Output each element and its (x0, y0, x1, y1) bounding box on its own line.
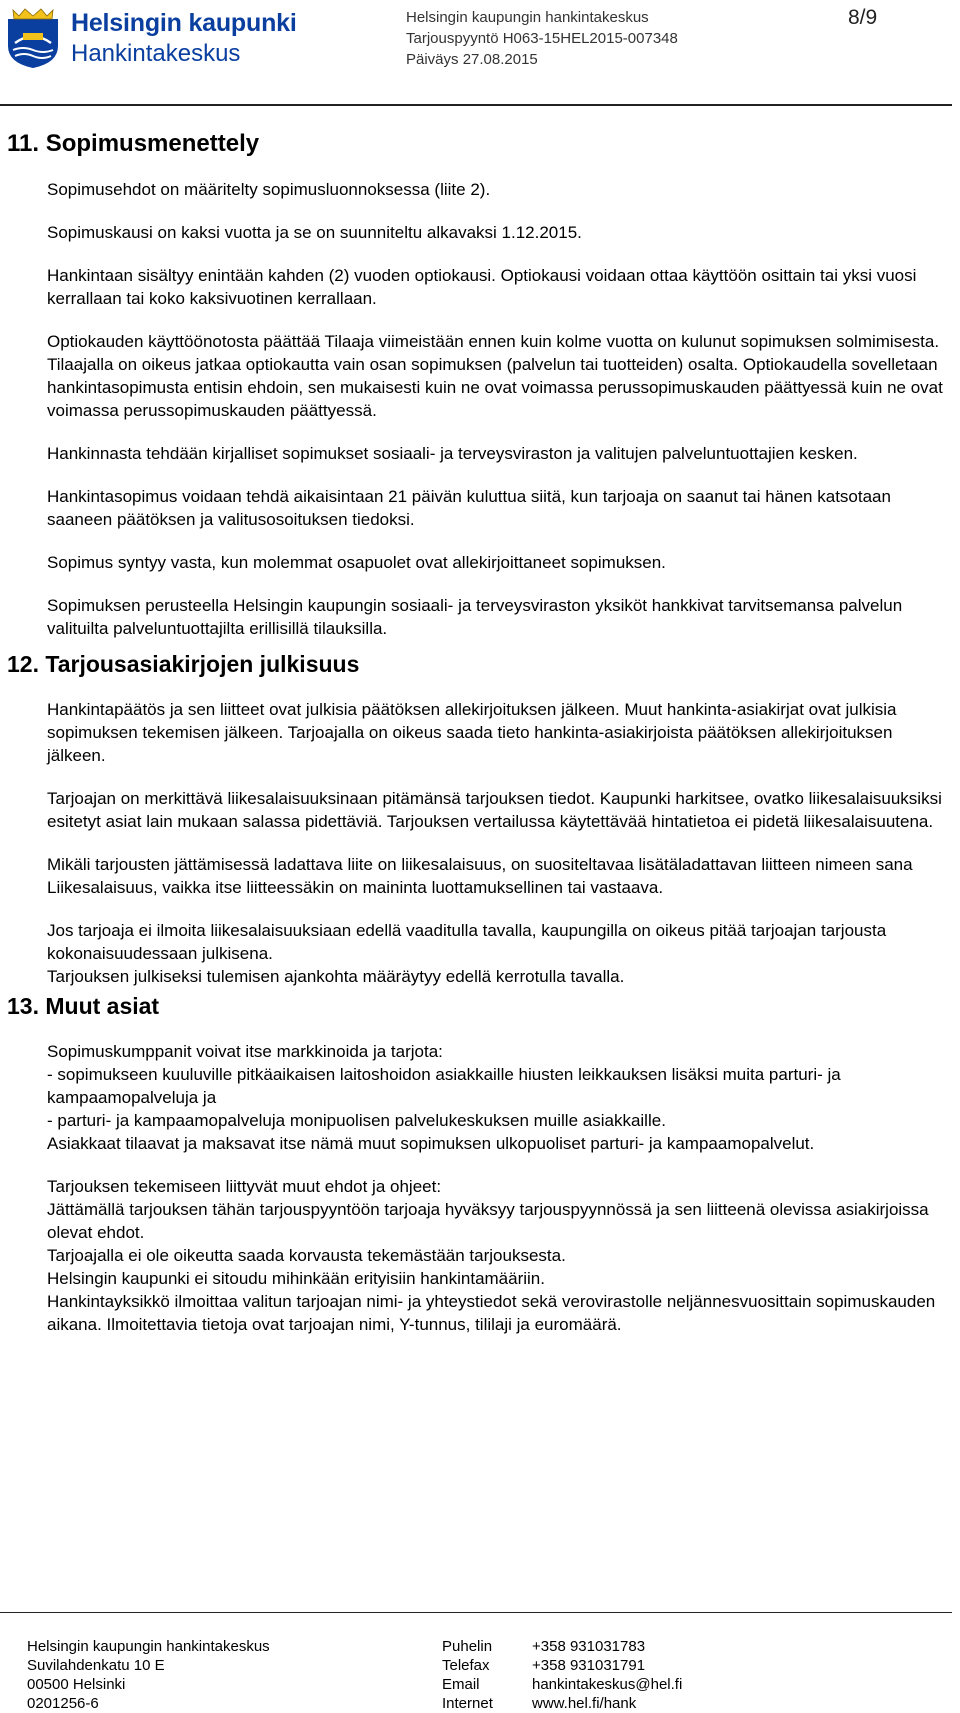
paragraph: Sopimusehdot on määritelty sopimusluonnoksessa (liite 2). (47, 180, 491, 199)
footer-divider (0, 1612, 952, 1613)
paragraph: Optiokauden käyttöönotosta päättää Tilaaja viimeistään ennen kuin kolme vuotta on kulunut sopimuksen solmimisesta. Tilaajalla on oikeus jatkaa optiokautta vain osan sopimuksen (palvelun tai tuotteiden) osalta. Optiokaudella sovelletaan hankintasopimusta entisin ehdoin, sen mukaisesti kuin ne ovat voimassa perussopimuskauden päättyessä kuin ne ovat voimassa perussopimuskauden päättyessä. (47, 332, 943, 420)
section-13-block-2 (0, 1175, 960, 1336)
logo-subtitle: Hankintakeskus (71, 40, 241, 67)
page-number: 8/9 (848, 6, 878, 29)
footer-fax: +358 931031791 (532, 1657, 646, 1674)
document-header-info (406, 7, 678, 70)
paragraph: Sopimuksen perusteella Helsingin kaupungin sosiaali- ja terveysviraston yksiköt hankkivat tarvitsemansa palvelun valituilta palveluntuottajilta erillisillä tilauksilla. (47, 596, 903, 638)
footer-label: Internet (442, 1695, 493, 1712)
text-line: - parturi- ja kampaamopalveluja monipuolisen palvelukeskuksen muille asiakkaille. (47, 1111, 666, 1130)
section-13-block-1 (0, 1040, 960, 1155)
paragraph: Tarjoajan on merkittävä liikesalaisuuksinaan pitämänsä tarjouksen tiedot. Kaupunki harkitsee, ovatko liikesalaisuuksiksi esitetyt asiat lain mukaan salassa pidettäviä. Tarjouksen vertailussa käytettävää hintatietoa ei pidetä liikesalaisuutena. (47, 789, 942, 831)
text-line: Tarjoajalla ei ole oikeutta saada korvausta tekemästään tarjouksesta. (47, 1246, 566, 1265)
paragraph: Hankinnasta tehdään kirjalliset sopimukset sosiaali- ja terveysviraston ja valitujen palveluntuottajien kesken. (47, 444, 858, 463)
footer-address (27, 1637, 270, 1713)
paragraph: Hankintapäätös ja sen liitteet ovat julkisia päätöksen allekirjoituksen jälkeen. Muut hankinta-asiakirjat ovat julkisia sopimuksen tekemisen jälkeen. Tarjoajalla on oikeus saada tieto hankinta-asiakirjoista päätöksen allekirjoituksen jälkeen. (47, 700, 897, 765)
paragraph: Sopimuskausi on kaksi vuotta ja se on suunniteltu alkavaksi 1.12.2015. (47, 223, 582, 242)
footer-city: 00500 Helsinki (27, 1676, 126, 1693)
header-divider (0, 104, 952, 106)
footer-label: Email (442, 1676, 480, 1693)
paragraph: Mikäli tarjousten jättämisessä ladattava liite on liikesalaisuus, on suositeltavaa lisätäladattavan liitteen nimeen sana Liikesalaisuus, vaikka itse liitteessäkin on maininta luottamuksellinen tai vastaava. (47, 855, 913, 897)
footer-street: Suvilahdenkatu 10 E (27, 1657, 165, 1674)
paragraph: Tarjouksen julkiseksi tulemisen ajankohta määräytyy edellä kerrotulla tavalla. (47, 967, 625, 986)
paragraph: Sopimus syntyy vasta, kun molemmat osapuolet ovat allekirjoittaneet sopimuksen. (47, 553, 666, 572)
paragraph: Hankintaan sisältyy enintään kahden (2) vuoden optiokausi. Optiokausi voidaan ottaa käyttöön osittain tai yksi vuosi kerrallaan tai koko kaksivuotinen kerrallaan. (47, 266, 917, 308)
paragraph: Hankintasopimus voidaan tehdä aikaisintaan 21 päivän kuluttua siitä, kun tarjoaja on saanut tai hänen katsotaan saaneen päätöksen ja valitusosoituksen tiedoksi. (47, 487, 891, 529)
logo-title: Helsingin kaupunki (71, 9, 297, 37)
text-line: Helsingin kaupunki ei sitoudu mihinkään erityisiin hankintamääriin. (47, 1269, 545, 1288)
text-line: - sopimukseen kuuluville pitkäaikaisen laitoshoidon asiakkaille hiusten leikkauksen lisäksi muita parturi- ja kampaamopalveluja ja (47, 1065, 841, 1107)
footer-phone: +358 931031783 (532, 1638, 646, 1655)
header-date: Päiväys 27.08.2015 (406, 51, 538, 68)
footer-website: www.hel.fi/hank (532, 1695, 637, 1712)
footer-business-id: 0201256-6 (27, 1695, 99, 1712)
helsinki-crest-icon (5, 6, 61, 68)
section-11-heading: 11. Sopimusmenettely (7, 130, 260, 157)
text-line: Jättämällä tarjouksen tähän tarjouspyyntöön tarjoaja hyväksyy tarjouspyynnössä ja sen liitteenä olevissa asiakirjoissa olevat ehdot. (47, 1200, 929, 1242)
footer-contact-values (532, 1637, 682, 1713)
footer-label: Telefax (442, 1657, 490, 1674)
text-line: Tarjouksen tekemiseen liittyvät muut ehdot ja ohjeet: (47, 1177, 442, 1196)
section-12-heading: 12. Tarjousasiakirjojen julkisuus (7, 651, 360, 677)
text-line: Hankintayksikkö ilmoittaa valitun tarjoajan nimi- ja yhteystiedot sekä verovirastolle neljännesvuosittain sopimuskauden aikana. Ilmoitettavia tietoja ovat tarjoajan nimi, Y-tunnus, tililaji ja euromäärä. (47, 1292, 936, 1334)
page-header (0, 0, 960, 108)
text-line: Asiakkaat tilaavat ja maksavat itse nämä muut sopimuksen ulkopuoliset parturi- ja kampaamopalvelut. (47, 1134, 815, 1153)
footer-email: hankintakeskus@hel.fi (532, 1676, 683, 1693)
footer-label: Puhelin (442, 1638, 493, 1655)
helsinki-logo (5, 6, 295, 74)
header-org: Helsingin kaupungin hankintakeskus (406, 9, 649, 26)
header-tender-id: Tarjouspyyntö H063-15HEL2015-007348 (406, 30, 678, 47)
section-13-heading: 13. Muut asiat (7, 993, 160, 1019)
footer-contact-labels (442, 1637, 493, 1713)
document-body (0, 130, 960, 1336)
text-line: Sopimuskumppanit voivat itse markkinoida ja tarjota: (47, 1042, 443, 1061)
paragraph: Jos tarjoaja ei ilmoita liikesalaisuuksiaan edellä vaaditulla tavalla, kaupungilla on oikeus pitää tarjoajan tarjousta kokonaisuudessaan julkisena. (47, 921, 887, 963)
footer-org: Helsingin kaupungin hankintakeskus (27, 1638, 270, 1655)
